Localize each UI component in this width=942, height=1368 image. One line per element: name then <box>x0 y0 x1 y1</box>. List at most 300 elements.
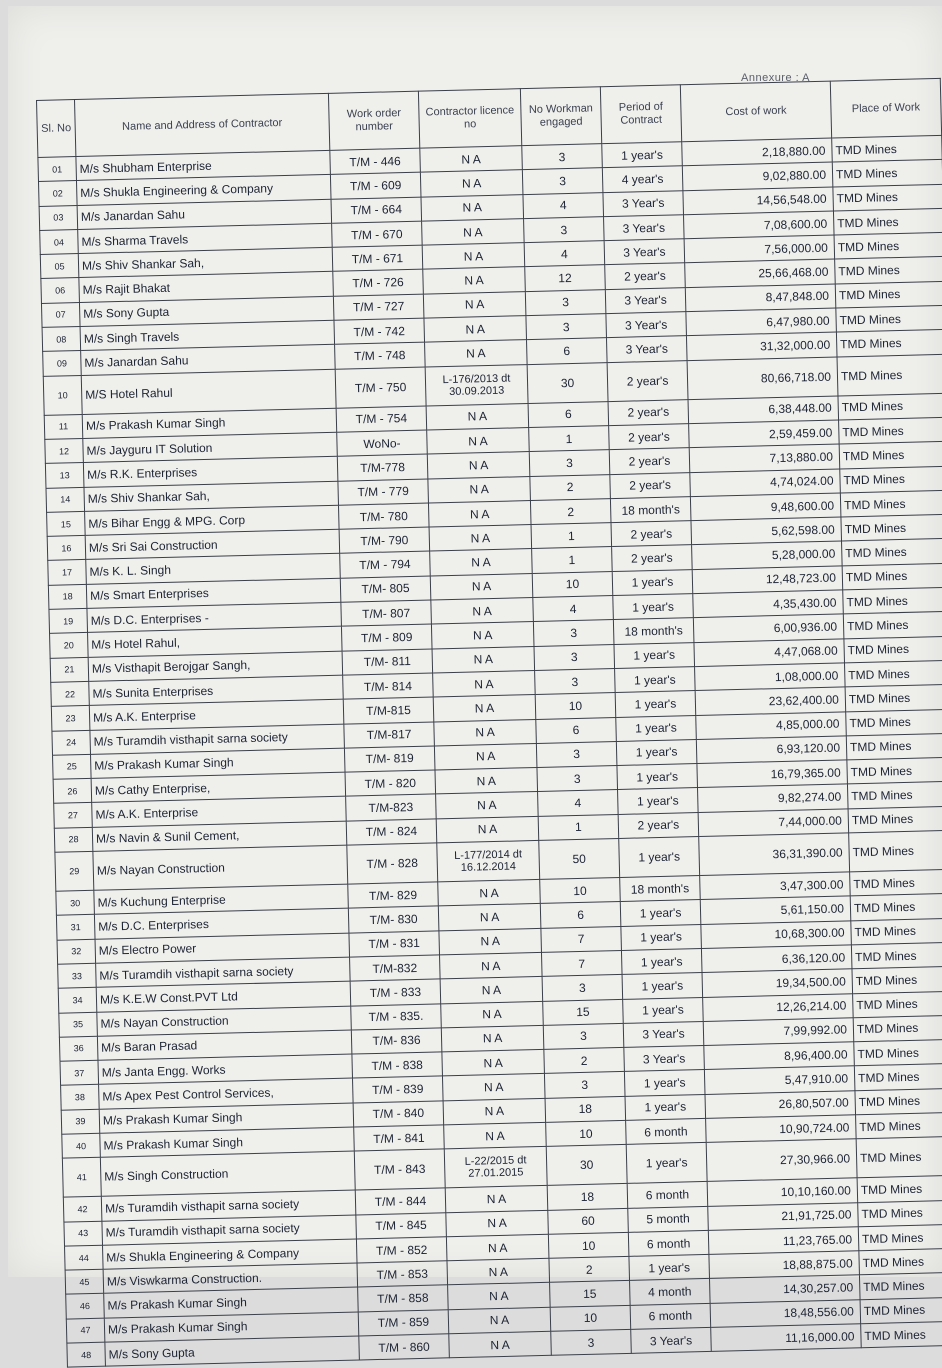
cell-period: 2 year's <box>610 472 691 498</box>
cell-place: TMD Mines <box>860 1297 942 1324</box>
cell-licence: N A <box>420 170 523 197</box>
cell-workman: 10 <box>532 571 613 597</box>
cell-contractor-name: M/s Prakash Kumar Singh <box>99 1103 354 1133</box>
cell-work-order: T/M - 852 <box>356 1237 447 1263</box>
cell-cost: 2,18,880.00 <box>682 138 833 166</box>
contractor-table <box>36 78 942 1368</box>
cell-sl-no: 32 <box>57 939 96 964</box>
cell-licence: N A <box>425 340 528 367</box>
cell-contractor-name: M/s Baran Prasad <box>97 1030 352 1060</box>
cell-sl-no: 06 <box>41 278 80 303</box>
cell-period: 1 year's <box>621 924 702 950</box>
cell-cost: 3,47,300.00 <box>700 872 851 900</box>
cell-work-order: T/M-817 <box>344 721 435 747</box>
cell-cost: 9,02,880.00 <box>682 162 833 190</box>
cell-period: 6 month <box>630 1303 711 1329</box>
cell-workman: 3 <box>536 741 617 767</box>
cell-work-order: T/M - 727 <box>333 294 424 320</box>
cell-period: 1 year's <box>626 1143 707 1184</box>
cell-licence: N A <box>431 622 534 649</box>
cell-sl-no: 04 <box>40 229 79 254</box>
cell-place: TMD Mines <box>835 257 942 284</box>
cell-contractor-name: M/s Shukla Engineering & Company <box>102 1239 357 1269</box>
cell-place: TMD Mines <box>847 757 942 784</box>
cell-place: TMD Mines <box>838 393 942 420</box>
cell-licence: N A <box>449 1331 552 1358</box>
cell-sl-no: 34 <box>58 987 97 1012</box>
cell-contractor-name: M/s Shubham Enterprise <box>76 150 331 180</box>
cell-licence: N A <box>442 1049 545 1076</box>
cell-place: TMD Mines <box>858 1224 942 1251</box>
cell-place: TMD Mines <box>848 806 942 833</box>
cell-sl-no: 05 <box>40 254 79 279</box>
cell-sl-no: 35 <box>59 1012 98 1037</box>
cell-cost: 5,61,150.00 <box>700 896 851 924</box>
cell-work-order: T/M- 819 <box>344 746 435 772</box>
cell-licence: N A <box>428 500 531 527</box>
cell-period: 1 year's <box>613 594 694 620</box>
cell-work-order: T/M - 742 <box>334 318 425 344</box>
cell-work-order: T/M-778 <box>337 454 428 480</box>
cell-contractor-name: M/s D.C. Enterprises - <box>87 602 342 632</box>
cell-period: 1 year's <box>617 764 698 790</box>
cell-work-order: T/M - 726 <box>333 270 424 296</box>
cell-work-order: T/M - 833 <box>350 979 441 1005</box>
cell-workman: 4 <box>523 192 604 218</box>
cell-licence: N A <box>448 1307 551 1334</box>
cell-licence: N A <box>427 428 530 455</box>
cell-sl-no: 03 <box>39 205 78 230</box>
cell-work-order: T/M - 845 <box>356 1212 447 1238</box>
cell-work-order: T/M - 843 <box>354 1149 445 1190</box>
cell-cost: 10,10,160.00 <box>707 1178 858 1206</box>
cell-work-order: T/M- 805 <box>340 576 431 602</box>
cell-period: 6 month <box>627 1182 708 1208</box>
cell-period: 1 year's <box>623 997 704 1023</box>
cell-sl-no: 44 <box>65 1245 104 1270</box>
cell-workman: 3 <box>542 975 623 1001</box>
cell-cost: 9,82,274.00 <box>698 784 849 812</box>
cell-place: TMD Mines <box>832 160 942 187</box>
cell-licence: N A <box>430 549 533 576</box>
cell-period: 1 year's <box>625 1094 706 1120</box>
cell-work-order: T/M- 807 <box>341 600 432 626</box>
cell-place: TMD Mines <box>851 918 942 945</box>
header-sl-no: Sl. No <box>37 100 76 158</box>
cell-sl-no: 43 <box>64 1221 103 1246</box>
cell-place: TMD Mines <box>847 782 942 809</box>
cell-cost: 36,31,390.00 <box>699 833 850 876</box>
cell-period: 4 year's <box>602 166 683 192</box>
cell-contractor-name: M/s K. L. Singh <box>86 554 341 584</box>
cell-sl-no: 10 <box>43 375 82 415</box>
document-page <box>8 6 942 1362</box>
cell-work-order: T/M - 820 <box>345 770 436 796</box>
cell-contractor-name: M/s D.C. Enterprises <box>94 908 349 938</box>
cell-contractor-name: M/s A.K. Enterprise <box>92 797 347 827</box>
cell-workman: 3 <box>525 289 606 315</box>
cell-cost: 7,56,000.00 <box>684 235 835 263</box>
cell-workman: 15 <box>543 999 624 1025</box>
cell-licence: N A <box>447 1258 550 1285</box>
cell-period: 1 year's <box>620 900 701 926</box>
cell-place: TMD Mines <box>855 1088 942 1115</box>
cell-sl-no: 12 <box>45 438 84 463</box>
cell-place: TMD Mines <box>843 587 942 614</box>
cell-place: TMD Mines <box>858 1200 942 1227</box>
cell-cost: 21,91,725.00 <box>708 1202 859 1230</box>
cell-place: TMD Mines <box>843 612 942 639</box>
cell-period: 2 year's <box>607 360 688 401</box>
cell-place: TMD Mines <box>849 830 942 872</box>
cell-cost: 7,13,880.00 <box>689 444 840 472</box>
cell-contractor-name: M/s Rajit Bhakat <box>79 272 334 302</box>
header-contractor-name: Name and Address of Contractor <box>75 93 330 156</box>
cell-work-order: T/M-823 <box>346 794 437 820</box>
cell-sl-no: 16 <box>47 536 86 561</box>
cell-work-order: T/M - 446 <box>330 148 421 174</box>
cell-place: TMD Mines <box>833 184 942 211</box>
cell-period: 2 year's <box>611 521 692 547</box>
cell-period: 1 year's <box>624 1070 705 1096</box>
cell-cost: 25,66,468.00 <box>685 260 836 288</box>
cell-workman: 1 <box>531 523 612 549</box>
cell-licence: N A <box>440 977 543 1004</box>
cell-licence: N A <box>428 476 531 503</box>
cell-period: 18 month's <box>610 496 691 522</box>
cell-contractor-name: M/s Hotel Rahul, <box>88 627 343 657</box>
cell-licence: N A <box>442 1074 545 1101</box>
cell-work-order: T/M - 858 <box>358 1285 449 1311</box>
cell-sl-no: 08 <box>42 327 81 352</box>
cell-place: TMD Mines <box>850 869 942 896</box>
cell-place: TMD Mines <box>842 539 942 566</box>
cell-workman: 60 <box>548 1208 629 1234</box>
cell-cost: 27,30,966.00 <box>706 1139 857 1182</box>
cell-period: 3 Year's <box>604 215 685 241</box>
cell-contractor-name: M/s Turamdih visthapit sarna society <box>90 724 345 754</box>
cell-licence: N A <box>429 525 532 552</box>
cell-workman: 2 <box>530 474 611 500</box>
cell-workman: 10 <box>540 877 621 903</box>
cell-contractor-name: M/s Sony Gupta <box>79 296 334 326</box>
cell-sl-no: 02 <box>38 181 77 206</box>
cell-period: 1 year's <box>615 691 696 717</box>
cell-period: 1 year's <box>614 642 695 668</box>
cell-workman: 50 <box>539 838 620 879</box>
cell-sl-no: 26 <box>53 778 92 803</box>
cell-workman: 30 <box>527 362 608 403</box>
cell-period: 1 year's <box>616 715 697 741</box>
cell-licence: N A <box>423 291 526 318</box>
cell-period: 2 year's <box>612 545 693 571</box>
header-cost: Cost of work <box>680 81 831 142</box>
cell-licence: N A <box>438 904 541 931</box>
cell-workman: 4 <box>538 790 619 816</box>
cell-contractor-name: M/s Prakash Kumar Singh <box>82 408 337 438</box>
cell-work-order: T/M - 609 <box>330 172 421 198</box>
cell-sl-no: 46 <box>66 1294 105 1319</box>
cell-place: TMD Mines <box>854 1039 942 1066</box>
cell-work-order: T/M - 840 <box>353 1101 444 1127</box>
table-body <box>38 135 942 1367</box>
cell-work-order: T/M- 836 <box>351 1028 442 1054</box>
cell-workman: 10 <box>550 1305 631 1331</box>
cell-place: TMD Mines <box>834 233 942 260</box>
cell-licence: N A <box>421 194 524 221</box>
cell-work-order: T/M-832 <box>350 955 441 981</box>
cell-place: TMD Mines <box>844 636 942 663</box>
cell-cost: 14,30,257.00 <box>710 1275 861 1303</box>
cell-licence: N A <box>435 768 538 795</box>
cell-workman: 3 <box>524 217 605 243</box>
cell-workman: 3 <box>543 1023 624 1049</box>
cell-sl-no: 21 <box>50 657 89 682</box>
cell-workman: 10 <box>548 1232 629 1258</box>
cell-contractor-name: M/s Prakash Kumar Singh <box>104 1287 359 1317</box>
header-period: Period of Contract <box>600 85 681 144</box>
cell-contractor-name: M/s K.E.W Const.PVT Ltd <box>96 981 351 1011</box>
cell-place: TMD Mines <box>842 563 942 590</box>
cell-place: TMD Mines <box>839 417 942 444</box>
cell-licence: N A <box>424 316 527 343</box>
cell-cost: 9,48,600.00 <box>690 493 841 521</box>
cell-workman: 1 <box>538 814 619 840</box>
cell-licence: N A <box>440 952 543 979</box>
cell-licence: N A <box>441 1001 544 1028</box>
cell-place: TMD Mines <box>846 733 942 760</box>
cell-period: 2 year's <box>608 399 689 425</box>
cell-cost: 4,85,000.00 <box>696 711 847 739</box>
cell-sl-no: 13 <box>45 463 84 488</box>
cell-work-order: T/M - 828 <box>347 843 438 884</box>
cell-contractor-name: M/s Prakash Kumar Singh <box>104 1312 359 1342</box>
cell-contractor-name: M/s Singh Construction <box>100 1151 355 1196</box>
cell-place: TMD Mines <box>839 442 942 469</box>
cell-period: 1 year's <box>619 837 700 878</box>
cell-period: 3 Year's <box>605 287 686 313</box>
cell-period: 1 year's <box>615 667 696 693</box>
cell-contractor-name: M/s Prakash Kumar Singh <box>90 748 345 778</box>
cell-work-order: T/M - 748 <box>335 342 426 368</box>
cell-workman: 7 <box>541 950 622 976</box>
cell-cost: 1,08,000.00 <box>695 663 846 691</box>
cell-licence: N A <box>445 1186 548 1213</box>
cell-cost: 18,88,875.00 <box>709 1251 860 1279</box>
cell-workman: 10 <box>535 693 616 719</box>
cell-work-order: T/M - 670 <box>332 221 423 247</box>
cell-sl-no: 48 <box>67 1342 106 1367</box>
cell-cost: 26,80,507.00 <box>705 1090 856 1118</box>
cell-cost: 6,00,936.00 <box>693 614 844 642</box>
cell-contractor-name: M/s Turamdih visthapit sarna society <box>96 957 351 987</box>
cell-contractor-name: M/s Viswkarma Construction. <box>103 1263 358 1293</box>
cell-sl-no: 01 <box>38 157 77 182</box>
cell-licence: N A <box>434 719 537 746</box>
cell-work-order: T/M - 835. <box>351 1003 442 1029</box>
cell-sl-no: 20 <box>50 633 89 658</box>
cell-sl-no: 11 <box>44 414 83 439</box>
cell-period: 1 year's <box>618 788 699 814</box>
cell-place: TMD Mines <box>850 893 942 920</box>
cell-workman: 4 <box>533 596 614 622</box>
cell-cost: 5,28,000.00 <box>692 541 843 569</box>
cell-workman: 2 <box>544 1048 625 1074</box>
cell-place: TMD Mines <box>859 1273 942 1300</box>
cell-contractor-name: M/s Janardan Sahu <box>81 345 336 375</box>
cell-contractor-name: M/S Hotel Rahul <box>81 369 336 414</box>
cell-cost: 80,66,718.00 <box>687 357 838 400</box>
cell-period: 18 month's <box>620 876 701 902</box>
cell-sl-no: 09 <box>43 351 82 376</box>
cell-cost: 14,56,548.00 <box>683 187 834 215</box>
cell-contractor-name: M/s A.K. Enterprise <box>89 699 344 729</box>
cell-period: 3 Year's <box>603 190 684 216</box>
cell-work-order: T/M- 780 <box>338 503 429 529</box>
cell-period: 2 year's <box>609 424 690 450</box>
cell-sl-no: 41 <box>62 1158 101 1198</box>
cell-licence: N A <box>420 146 523 173</box>
cell-workman: 3 <box>537 766 618 792</box>
cell-period: 3 Year's <box>624 1046 705 1072</box>
cell-licence: N A <box>443 1098 546 1125</box>
cell-period: 1 year's <box>602 142 683 168</box>
cell-contractor-name: M/s Electro Power <box>95 933 350 963</box>
cell-licence: N A <box>433 695 536 722</box>
cell-workman: 3 <box>551 1329 632 1355</box>
cell-period: 3 Year's <box>623 1021 704 1047</box>
cell-period: 1 year's <box>612 569 693 595</box>
cell-place: TMD Mines <box>846 709 942 736</box>
cell-cost: 4,74,024.00 <box>690 469 841 497</box>
cell-licence: L-176/2013 dt 30.09.2013 <box>425 364 528 405</box>
cell-cost: 31,32,000.00 <box>686 332 837 360</box>
cell-contractor-name: M/s R.K. Enterprises <box>83 457 338 487</box>
cell-sl-no: 47 <box>66 1318 105 1343</box>
cell-work-order: T/M - 859 <box>358 1310 449 1336</box>
cell-contractor-name: M/s Sharma Travels <box>78 223 333 253</box>
cell-period: 1 year's <box>622 973 703 999</box>
cell-contractor-name: M/s Jayguru IT Solution <box>83 432 338 462</box>
cell-work-order: T/M - 794 <box>340 551 431 577</box>
header-workman: No Workman engaged <box>520 87 601 146</box>
cell-sl-no: 14 <box>46 487 85 512</box>
cell-place: TMD Mines <box>837 354 942 396</box>
cell-place: TMD Mines <box>859 1248 942 1275</box>
cell-sl-no: 37 <box>60 1060 99 1085</box>
cell-cost: 8,47,848.00 <box>685 284 836 312</box>
cell-licence: N A <box>438 879 541 906</box>
cell-licence: N A <box>422 243 525 270</box>
cell-work-order: T/M - 844 <box>355 1188 446 1214</box>
cell-sl-no: 22 <box>51 681 90 706</box>
cell-sl-no: 39 <box>61 1109 100 1134</box>
cell-sl-no: 36 <box>59 1036 98 1061</box>
cell-contractor-name: M/s Sony Gupta <box>105 1336 360 1366</box>
cell-period: 1 year's <box>616 739 697 765</box>
cell-sl-no: 38 <box>61 1085 100 1110</box>
cell-work-order: T/M- 829 <box>348 882 439 908</box>
cell-licence: N A <box>448 1283 551 1310</box>
cell-sl-no: 45 <box>65 1269 104 1294</box>
cell-licence: N A <box>433 670 536 697</box>
cell-contractor-name: M/s Shiv Shankar Sah, <box>84 481 339 511</box>
cell-workman: 6 <box>528 401 609 427</box>
cell-cost: 18,48,556.00 <box>710 1299 861 1327</box>
cell-contractor-name: M/s Nayan Construction <box>97 1006 352 1036</box>
cell-workman: 3 <box>522 144 603 170</box>
cell-cost: 11,23,765.00 <box>708 1227 859 1255</box>
cell-work-order: T/M - 839 <box>353 1076 444 1102</box>
cell-work-order: T/M - 664 <box>331 197 422 223</box>
cell-workman: 2 <box>530 498 611 524</box>
cell-workman: 15 <box>550 1281 631 1307</box>
cell-workman: 18 <box>547 1184 628 1210</box>
cell-licence: N A <box>446 1234 549 1261</box>
cell-cost: 23,62,400.00 <box>695 687 846 715</box>
cell-cost: 10,68,300.00 <box>701 920 852 948</box>
cell-licence: N A <box>434 743 537 770</box>
cell-licence: L-177/2014 dt 16.12.2014 <box>437 840 540 881</box>
cell-place: TMD Mines <box>845 684 942 711</box>
cell-contractor-name: M/s Nayan Construction <box>93 845 348 890</box>
cell-contractor-name: M/s Sri Sai Construction <box>85 529 340 559</box>
cell-period: 2 year's <box>605 263 686 289</box>
cell-period: 1 year's <box>629 1255 710 1281</box>
cell-period: 2 year's <box>618 812 699 838</box>
header-work-order: Work order number <box>328 91 419 150</box>
cell-sl-no: 31 <box>56 915 95 940</box>
cell-contractor-name: M/s Visthapit Berojgar Sangh, <box>88 651 343 681</box>
cell-work-order: T/M - 841 <box>354 1125 445 1151</box>
cell-cost: 8,96,400.00 <box>704 1042 855 1070</box>
cell-cost: 5,62,598.00 <box>691 517 842 545</box>
cell-place: TMD Mines <box>857 1175 942 1202</box>
cell-workman: 3 <box>534 644 615 670</box>
cell-sl-no: 07 <box>41 302 80 327</box>
cell-workman: 3 <box>544 1072 625 1098</box>
cell-contractor-name: M/s Cathy Enterprise, <box>91 772 346 802</box>
cell-cost: 16,79,365.00 <box>697 760 848 788</box>
cell-workman: 3 <box>522 168 603 194</box>
cell-sl-no: 30 <box>56 890 95 915</box>
cell-sl-no: 25 <box>53 754 92 779</box>
cell-sl-no: 28 <box>54 827 93 852</box>
cell-sl-no: 23 <box>51 706 90 731</box>
cell-workman: 2 <box>549 1257 630 1283</box>
cell-cost: 4,47,068.00 <box>694 639 845 667</box>
cell-period: 6 month <box>626 1118 707 1144</box>
cell-contractor-name: M/s Navin & Sunil Cement, <box>92 821 347 851</box>
cell-sl-no: 17 <box>48 560 87 585</box>
cell-cost: 19,34,500.00 <box>702 969 853 997</box>
cell-place: TMD Mines <box>856 1112 942 1139</box>
cell-place: TMD Mines <box>840 490 942 517</box>
cell-period: 18 month's <box>613 618 694 644</box>
cell-contractor-name: M/s Janardan Sahu <box>77 199 332 229</box>
cell-period: 6 month <box>628 1230 709 1256</box>
cell-contractor-name: M/s Prakash Kumar Singh <box>100 1127 355 1157</box>
cell-period: 4 month <box>630 1279 711 1305</box>
cell-work-order: T/M- 830 <box>348 906 439 932</box>
cell-work-order: T/M- 811 <box>342 649 433 675</box>
cell-place: TMD Mines <box>836 330 942 357</box>
cell-place: TMD Mines <box>852 966 942 993</box>
cell-work-order: T/M - 779 <box>338 479 429 505</box>
cell-sl-no: 33 <box>58 963 97 988</box>
cell-period: 3 Year's <box>606 336 687 362</box>
cell-cost: 11,16,000.00 <box>711 1324 862 1352</box>
